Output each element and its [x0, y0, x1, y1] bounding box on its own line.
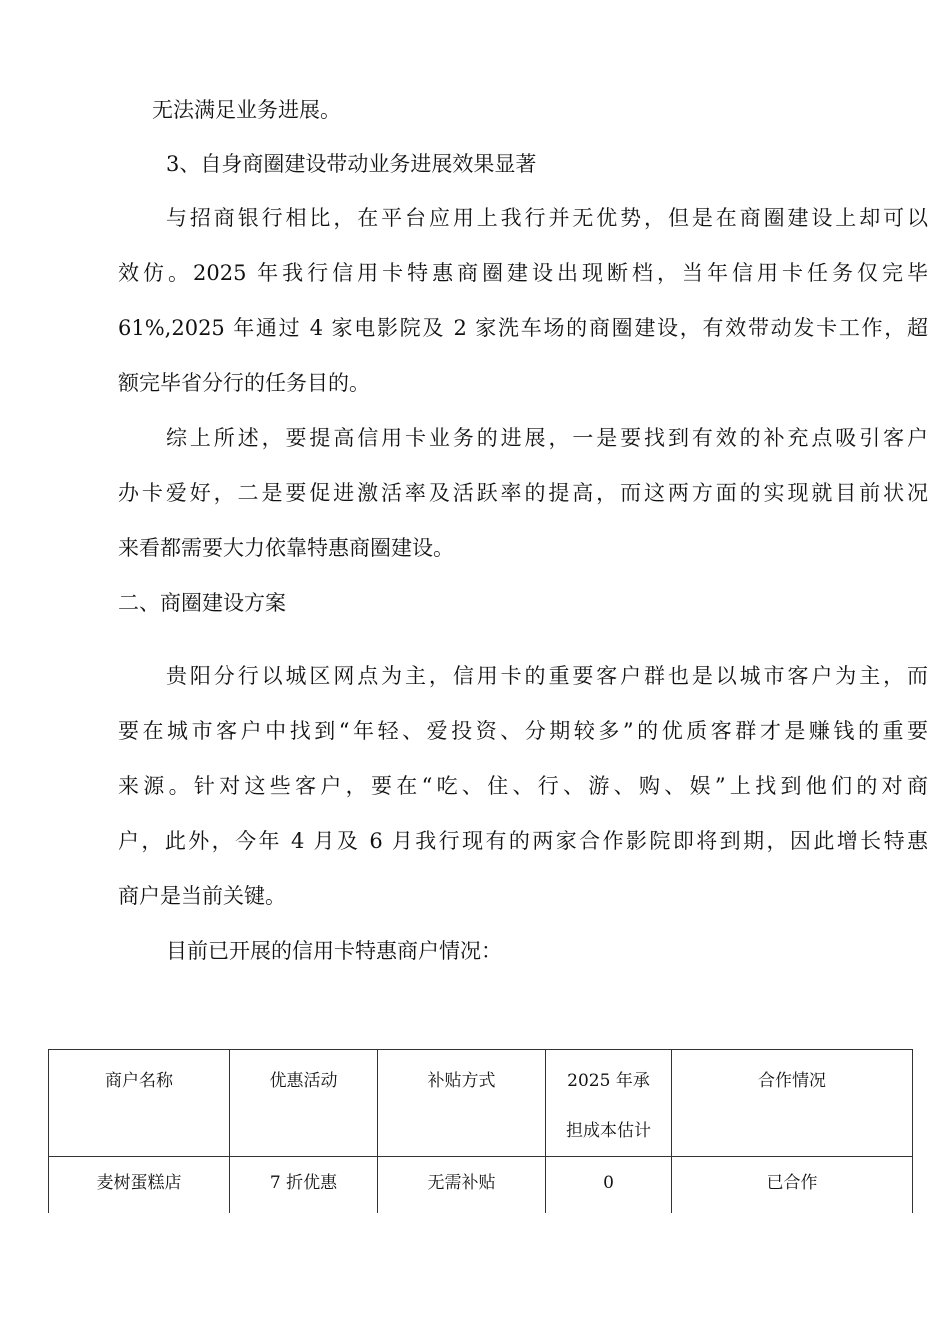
- paragraph-line: 额完毕省分行的任务目的。: [118, 371, 370, 395]
- paragraph-line: 办卡爱好，二是要促进激活率及活跃率的提高，而这两方面的实现就目前状况: [118, 481, 928, 505]
- paragraph-line: 综上所述，要提高信用卡业务的进展，一是要找到有效的补充点吸引客户: [166, 426, 928, 450]
- paragraph-line: 61%,2025 年通过 4 家电影院及 2 家洗车场的商圈建设，有效带动发卡工作，超: [118, 316, 928, 340]
- paragraph-line: 效仿。2025 年我行信用卡特惠商圈建设出现断档，当年信用卡任务仅完毕: [118, 261, 928, 285]
- paragraph-line: 来看都需要大力依靠特惠商圈建设。: [118, 536, 454, 560]
- header-status: 合作情况: [672, 1050, 913, 1157]
- header-discount: 优惠活动: [230, 1050, 378, 1157]
- cell-subsidy: 无需补贴: [378, 1157, 546, 1214]
- header-cost-line2: 担成本估计: [566, 1121, 651, 1141]
- header-subsidy: 补贴方式: [378, 1050, 546, 1157]
- paragraph-line: 商户是当前关键。: [118, 884, 286, 908]
- subheading: 3、自身商圈建设带动业务进展效果显著: [166, 152, 537, 176]
- cell-merchant-name: 麦树蛋糕店: [49, 1157, 230, 1214]
- paragraph-line: 无法满足业务进展。: [152, 98, 341, 122]
- header-cost-line1: 2025 年承: [567, 1071, 650, 1091]
- paragraph-line: 要在城市客户中找到“年轻、爱投资、分期较多”的优质客群才是赚钱的重要: [118, 719, 928, 743]
- paragraph-line: 与招商银行相比，在平台应用上我行并无优势，但是在商圈建设上却可以: [166, 206, 928, 230]
- cell-status: 已合作: [672, 1157, 913, 1214]
- paragraph-line: 目前已开展的信用卡特惠商户情况：: [166, 939, 502, 963]
- header-merchant-name: 商户名称: [49, 1050, 230, 1157]
- table-row: [49, 1157, 913, 1214]
- cell-cost: 0: [546, 1157, 672, 1214]
- table-header-row: [49, 1050, 913, 1157]
- paragraph-line: 户，此外，今年 4 月及 6 月我行现有的两家合作影院即将到期，因此增长特惠: [118, 829, 928, 853]
- merchant-table: [48, 1049, 913, 1213]
- cell-discount: 7 折优惠: [230, 1157, 378, 1214]
- section-heading: 二、商圈建设方案: [118, 591, 286, 615]
- paragraph-line: 贵阳分行以城区网点为主，信用卡的重要客户群也是以城市客户为主，而: [166, 664, 928, 688]
- paragraph-line: 来源。针对这些客户，要在“吃、住、行、游、购、娱”上找到他们的对商: [118, 774, 928, 798]
- header-cost-estimate: [546, 1050, 672, 1157]
